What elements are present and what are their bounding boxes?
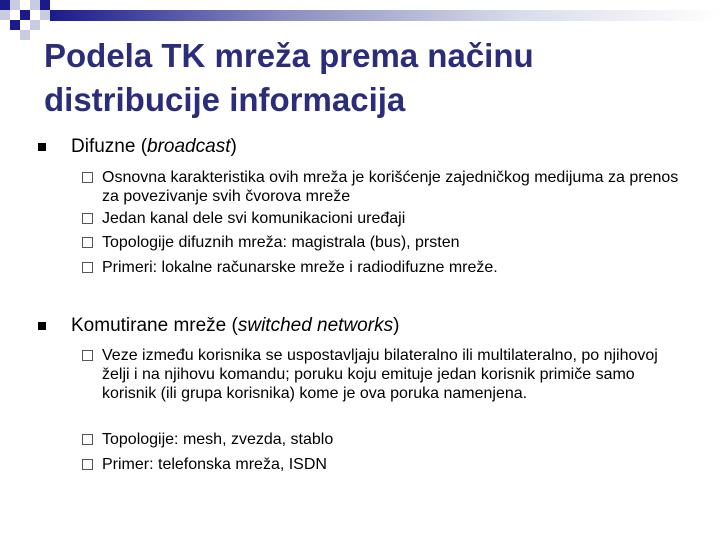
- checkbox-bullet-icon: [82, 350, 93, 361]
- checkbox-bullet-icon: [82, 459, 93, 470]
- checkbox-bullet-icon: [82, 213, 93, 224]
- checkbox-bullet-icon: [82, 237, 93, 248]
- checkbox-bullet-icon: [82, 434, 93, 445]
- section-label: Komutirane mreže (switched networks): [71, 315, 400, 336]
- slide-title: Podela TK mreža prema načinu distribucije informacija: [44, 37, 534, 118]
- section-label: Difuzne (broadcast): [71, 136, 237, 157]
- checkbox-bullet-icon: [82, 262, 93, 273]
- header-gradient-strip: [50, 10, 720, 21]
- square-bullet-icon: [38, 322, 46, 330]
- square-bullet-icon: [38, 143, 46, 151]
- checkbox-bullet-icon: [82, 172, 93, 183]
